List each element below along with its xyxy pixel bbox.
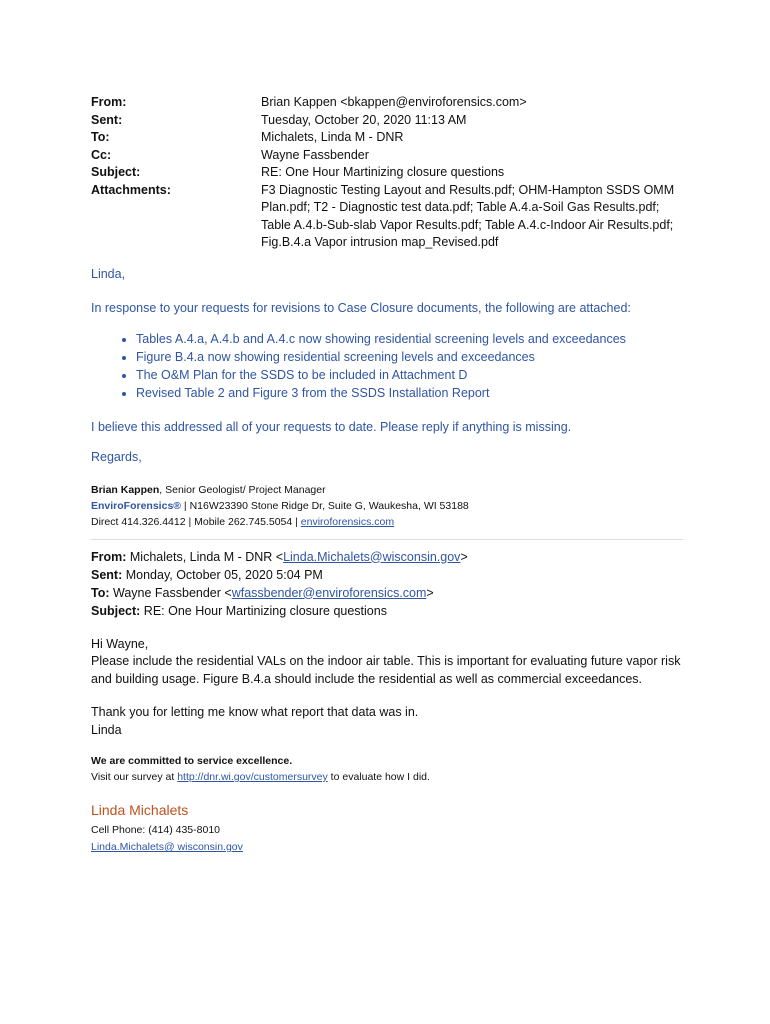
reply-greeting: Linda,: [91, 266, 126, 281]
signature-block: [91, 482, 691, 530]
forwarded-body: [91, 636, 691, 689]
dnr-commitment: [91, 753, 691, 785]
subject-value: RE: One Hour Martinizing closure questions: [261, 165, 505, 179]
signature-title: , Senior Geologist/ Project Manager: [159, 483, 326, 496]
attachments-row: [91, 182, 691, 252]
fwd-to-row: [91, 584, 691, 602]
company-address: | N16W23390 Stone Ridge Dr, Suite G, Waukesha, WI 53188: [181, 499, 469, 512]
forwarded-header: [91, 548, 691, 620]
fwd-from-row: [91, 548, 691, 566]
cc-label: Cc:: [91, 147, 112, 162]
fwd-greeting: Hi Wayne,: [91, 636, 149, 651]
email-header: [91, 94, 691, 252]
subject-label: Subject:: [91, 165, 141, 179]
forwarded-thanks: [91, 704, 691, 739]
fwd-to-label: To:: [91, 585, 110, 600]
to-value: Michalets, Linda M - DNR: [261, 130, 404, 144]
signature-company-line: [91, 498, 691, 514]
from-row: [91, 94, 691, 112]
sent-value: Tuesday, October 20, 2020 11:13 AM: [261, 112, 467, 127]
attachments-value[interactable]: F3 Diagnostic Testing Layout and Results.pdf; OHM-Hampton SSDS OMM Plan.pdf; T2 - Diagnostic test data.pdf; Table A.4.a-Soil Gas Results.pdf; Table A.4.b-Sub-slab Vapor Results.pdf; Table A.4.c-Indoor Air Results.pdf; Fig.B.4.a Vapor intrusion map_Revised.pdf: [261, 182, 675, 249]
dnr-signature-name: Linda Michalets: [91, 802, 189, 818]
fwd-subject-row: [91, 602, 691, 620]
subject-row: [91, 164, 691, 182]
survey-line: [91, 769, 691, 785]
fwd-to-name: Wayne Fassbender <: [109, 585, 232, 600]
fwd-from-label: From:: [91, 549, 127, 564]
to-label: To:: [91, 130, 110, 144]
fwd-from-name: Michalets, Linda M - DNR <: [126, 549, 284, 564]
fwd-subject-value: RE: One Hour Martinizing closure questions: [140, 603, 387, 618]
email-page: [91, 94, 691, 856]
signature-phones: Direct 414.326.4412 | Mobile 262.745.5054 |: [91, 515, 301, 528]
from-value: Brian Kappen <bkappen@enviroforensics.com>: [261, 95, 527, 109]
fwd-from-email-link[interactable]: Linda.Michalets@wisconsin.gov: [283, 549, 461, 564]
list-item: • Figure B.4.a now showing residential screening levels and exceedances: [136, 348, 691, 366]
website-link[interactable]: enviroforensics.com: [300, 515, 395, 528]
sent-label: Sent:: [91, 112, 123, 127]
cc-value: Wayne Fassbender: [261, 147, 369, 162]
cc-row: [91, 147, 691, 165]
dnr-email-link[interactable]: Linda.Michalets@ wisconsin.gov: [91, 841, 243, 853]
survey-link[interactable]: http://dnr.wi.gov/customersurvey: [177, 771, 328, 783]
reply-regards: Regards,: [91, 449, 142, 464]
reply-intro: In response to your requests for revisions to Case Closure documents, the following are attached:: [91, 300, 631, 315]
fwd-sent-value: Monday, October 05, 2020 5:04 PM: [122, 567, 323, 582]
fwd-sent-label: Sent:: [91, 567, 123, 582]
fwd-thanks-text: Thank you for letting me know what report that data was in.: [91, 705, 419, 719]
attachments-label: Attachments:: [91, 182, 171, 197]
commitment-text: We are committed to service excellence.: [91, 755, 293, 767]
fwd-to-close: >: [426, 585, 434, 600]
dnr-phone: Cell Phone: (414) 435-8010: [91, 824, 221, 836]
to-row: [91, 129, 691, 147]
fwd-sign: Linda: [91, 722, 122, 737]
list-item: • Revised Table 2 and Figure 3 from the SSDS Installation Report: [136, 384, 691, 402]
fwd-subject-label: Subject:: [91, 603, 141, 618]
survey-post: to evaluate how I did.: [327, 771, 430, 783]
fwd-sent-row: [91, 566, 691, 584]
signature-phone-line: [91, 514, 691, 530]
signature-name: Brian Kappen: [91, 483, 160, 496]
message-divider: [91, 539, 683, 540]
fwd-body-text: Please include the residential VALs on the indoor air table. This is important for evaluating future vapor risk and building usage. Figure B.4.a should include the residential as well as commercial exceedances.: [91, 654, 681, 686]
survey-pre: Visit our survey at: [91, 771, 178, 783]
list-item: • The O&M Plan for the SSDS to be included in Attachment D: [136, 366, 691, 384]
reply-closing-paragraph: I believe this addressed all of your requests to date. Please reply if anything is missing.: [91, 419, 572, 434]
dnr-contact-info: [91, 822, 691, 856]
list-item: • Tables A.4.a, A.4.b and A.4.c now showing residential screening levels and exceedances: [136, 330, 691, 348]
sent-row: [91, 112, 691, 130]
signature-name-line: [91, 482, 691, 498]
company-brand: EnviroForensics®: [91, 499, 182, 512]
fwd-to-email-link[interactable]: wfassbender@enviroforensics.com: [231, 585, 427, 600]
fwd-from-close: >: [460, 549, 468, 564]
from-label: From:: [91, 95, 127, 109]
attachment-list: [91, 330, 691, 402]
